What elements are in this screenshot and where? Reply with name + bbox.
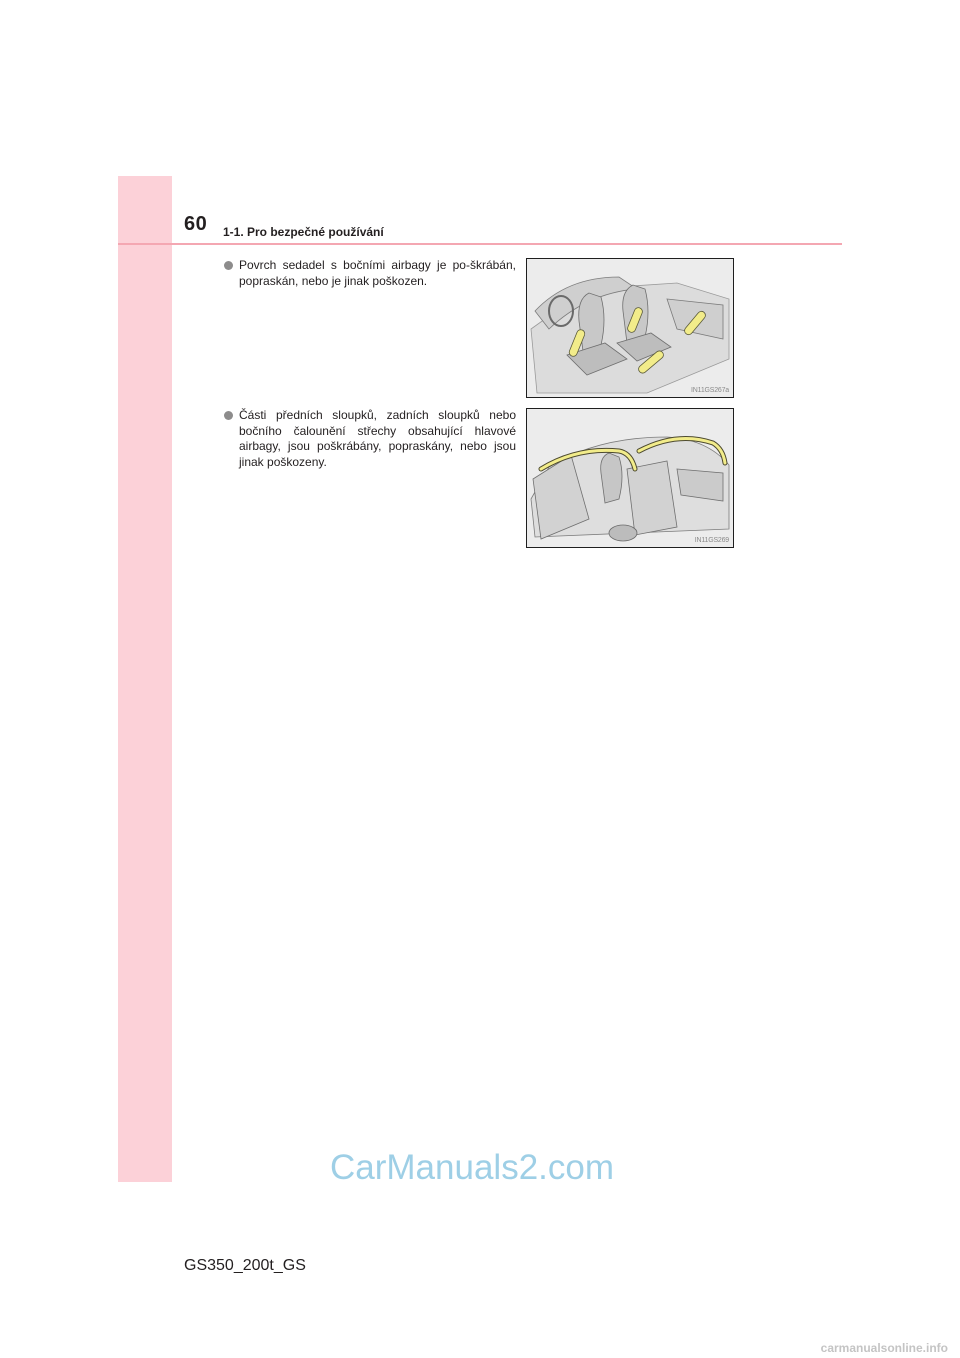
- list-item: [224, 408, 516, 470]
- figure-code: IN11GS269: [694, 537, 729, 544]
- side-tab-band: [118, 176, 172, 1182]
- section-title: 1-1. Pro bezpečné používání: [223, 225, 384, 239]
- bullet-icon: [224, 411, 233, 420]
- watermark-text: CarManuals2.com: [330, 1148, 614, 1187]
- page-number: 60: [184, 213, 208, 235]
- seat-airbag-figure: [526, 258, 734, 398]
- bullet-icon: [224, 261, 233, 270]
- header-divider: [118, 243, 842, 245]
- footer-model-code: GS350_200t_GS: [184, 1257, 306, 1274]
- item-text: Povrch sedadel s bočními airbagy je po-škrábán, popraskán, nebo je jinak poškozen.: [239, 258, 516, 288]
- figure-code: IN11GS267a: [691, 387, 729, 394]
- curtain-airbag-figure: [526, 408, 734, 548]
- seat-side-airbag-illustration: [527, 259, 733, 397]
- footer-site-watermark: carmanualsonline.info: [820, 1341, 948, 1355]
- list-item: [224, 258, 516, 289]
- item-text: Části předních sloupků, zadních sloupků nebo bočního čalounění střechy obsahující hlavové airbagy, jsou poškrábány, popraskány, nebo jsou jinak poškozeny.: [239, 408, 516, 469]
- curtain-airbag-illustration: [527, 409, 733, 547]
